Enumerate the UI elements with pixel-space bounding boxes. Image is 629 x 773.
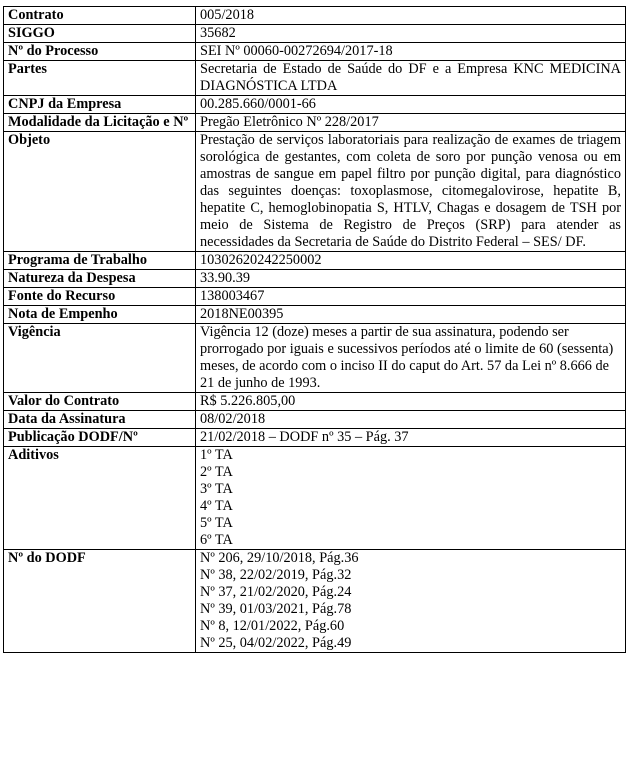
- label-partes: Partes: [4, 61, 196, 96]
- row-fonte: [4, 288, 626, 306]
- label-processo: Nº do Processo: [4, 43, 196, 61]
- value-partes: Secretaria de Estado de Saúde do DF e a Empresa KNC MEDICINA DIAGNÓSTICA LTDA: [196, 61, 626, 96]
- row-processo: [4, 43, 626, 61]
- dodf-item: Nº 38, 22/02/2019, Pág.32: [200, 567, 352, 583]
- label-modalidade: Modalidade da Licitação e Nº: [4, 114, 196, 132]
- label-cnpj: CNPJ da Empresa: [4, 96, 196, 114]
- label-objeto: Objeto: [4, 132, 196, 252]
- row-dodf: [4, 550, 626, 653]
- value-objeto: Prestação de serviços laboratoriais para realização de exames de triagem sorológica de gestantes, com coleta de soro por punção venosa ou em amostras de sangue em papel filtro por punção digital, para diagnóstico das seguintes doenças: toxoplasmose, citomegalovirose, hepatite B, hepatite C, hemoglobinopatia S, HTLV, Chagas e dosagem de TSH por meio de Sistema de Registro de Preços (SRP) para atender as necessidades da Secretaria de Saúde do Distrito Federal – SES/ DF.: [196, 132, 626, 252]
- aditivo-item: 2º TA: [200, 464, 233, 480]
- value-assinatura: 08/02/2018: [196, 411, 626, 429]
- value-natureza: 33.90.39: [196, 270, 626, 288]
- row-natureza: [4, 270, 626, 288]
- row-modalidade: [4, 114, 626, 132]
- value-processo: SEI Nº 00060-00272694/2017-18: [196, 43, 626, 61]
- row-assinatura: [4, 411, 626, 429]
- value-publicacao: 21/02/2018 – DODF nº 35 – Pág. 37: [196, 429, 626, 447]
- row-publicacao: [4, 429, 626, 447]
- label-vigencia: Vigência: [4, 324, 196, 393]
- value-cnpj: 00.285.660/0001-66: [196, 96, 626, 114]
- aditivo-item: 1º TA: [200, 447, 233, 463]
- value-vigencia: Vigência 12 (doze) meses a partir de sua assinatura, podendo ser prorrogado por iguais e sucessivos períodos até o limite de 60 (sessenta) meses, de acordo com o inciso II do caput do Art. 57 da Lei nº 8.666 de 21 de junho de 1993.: [196, 324, 626, 393]
- aditivo-item: 3º TA: [200, 481, 233, 497]
- row-vigencia: [4, 324, 626, 393]
- label-contrato: Contrato: [4, 7, 196, 25]
- label-assinatura: Data da Assinatura: [4, 411, 196, 429]
- value-empenho: 2018NE00395: [196, 306, 626, 324]
- row-programa: [4, 252, 626, 270]
- dodf-item: Nº 37, 21/02/2020, Pág.24: [200, 584, 352, 600]
- dodf-item: Nº 8, 12/01/2022, Pág.60: [200, 618, 345, 634]
- aditivo-item: 4º TA: [200, 498, 233, 514]
- label-fonte: Fonte do Recurso: [4, 288, 196, 306]
- label-valor: Valor do Contrato: [4, 393, 196, 411]
- row-empenho: [4, 306, 626, 324]
- value-dodf: [196, 550, 626, 653]
- row-contrato: [4, 7, 626, 25]
- aditivo-item: 6º TA: [200, 532, 233, 548]
- value-siggo: 35682: [196, 25, 626, 43]
- label-empenho: Nota de Empenho: [4, 306, 196, 324]
- value-contrato: 005/2018: [196, 7, 626, 25]
- value-aditivos: [196, 447, 626, 550]
- value-modalidade: Pregão Eletrônico Nº 228/2017: [196, 114, 626, 132]
- value-fonte: 138003467: [196, 288, 626, 306]
- aditivo-item: 5º TA: [200, 515, 233, 531]
- value-programa: 10302620242250002: [196, 252, 626, 270]
- contract-summary: [3, 6, 626, 653]
- row-cnpj: [4, 96, 626, 114]
- contract-table: [3, 6, 626, 653]
- label-siggo: SIGGO: [4, 25, 196, 43]
- label-publicacao: Publicação DODF/Nº: [4, 429, 196, 447]
- dodf-item: Nº 39, 01/03/2021, Pág.78: [200, 601, 352, 617]
- row-partes: [4, 61, 626, 96]
- row-siggo: [4, 25, 626, 43]
- row-valor: [4, 393, 626, 411]
- label-dodf: Nº do DODF: [4, 550, 196, 653]
- row-aditivos: [4, 447, 626, 550]
- value-valor: R$ 5.226.805,00: [196, 393, 626, 411]
- label-aditivos: Aditivos: [4, 447, 196, 550]
- dodf-item: Nº 206, 29/10/2018, Pág.36: [200, 550, 359, 566]
- row-objeto: [4, 132, 626, 252]
- dodf-item: Nº 25, 04/02/2022, Pág.49: [200, 635, 352, 651]
- label-programa: Programa de Trabalho: [4, 252, 196, 270]
- label-natureza: Natureza da Despesa: [4, 270, 196, 288]
